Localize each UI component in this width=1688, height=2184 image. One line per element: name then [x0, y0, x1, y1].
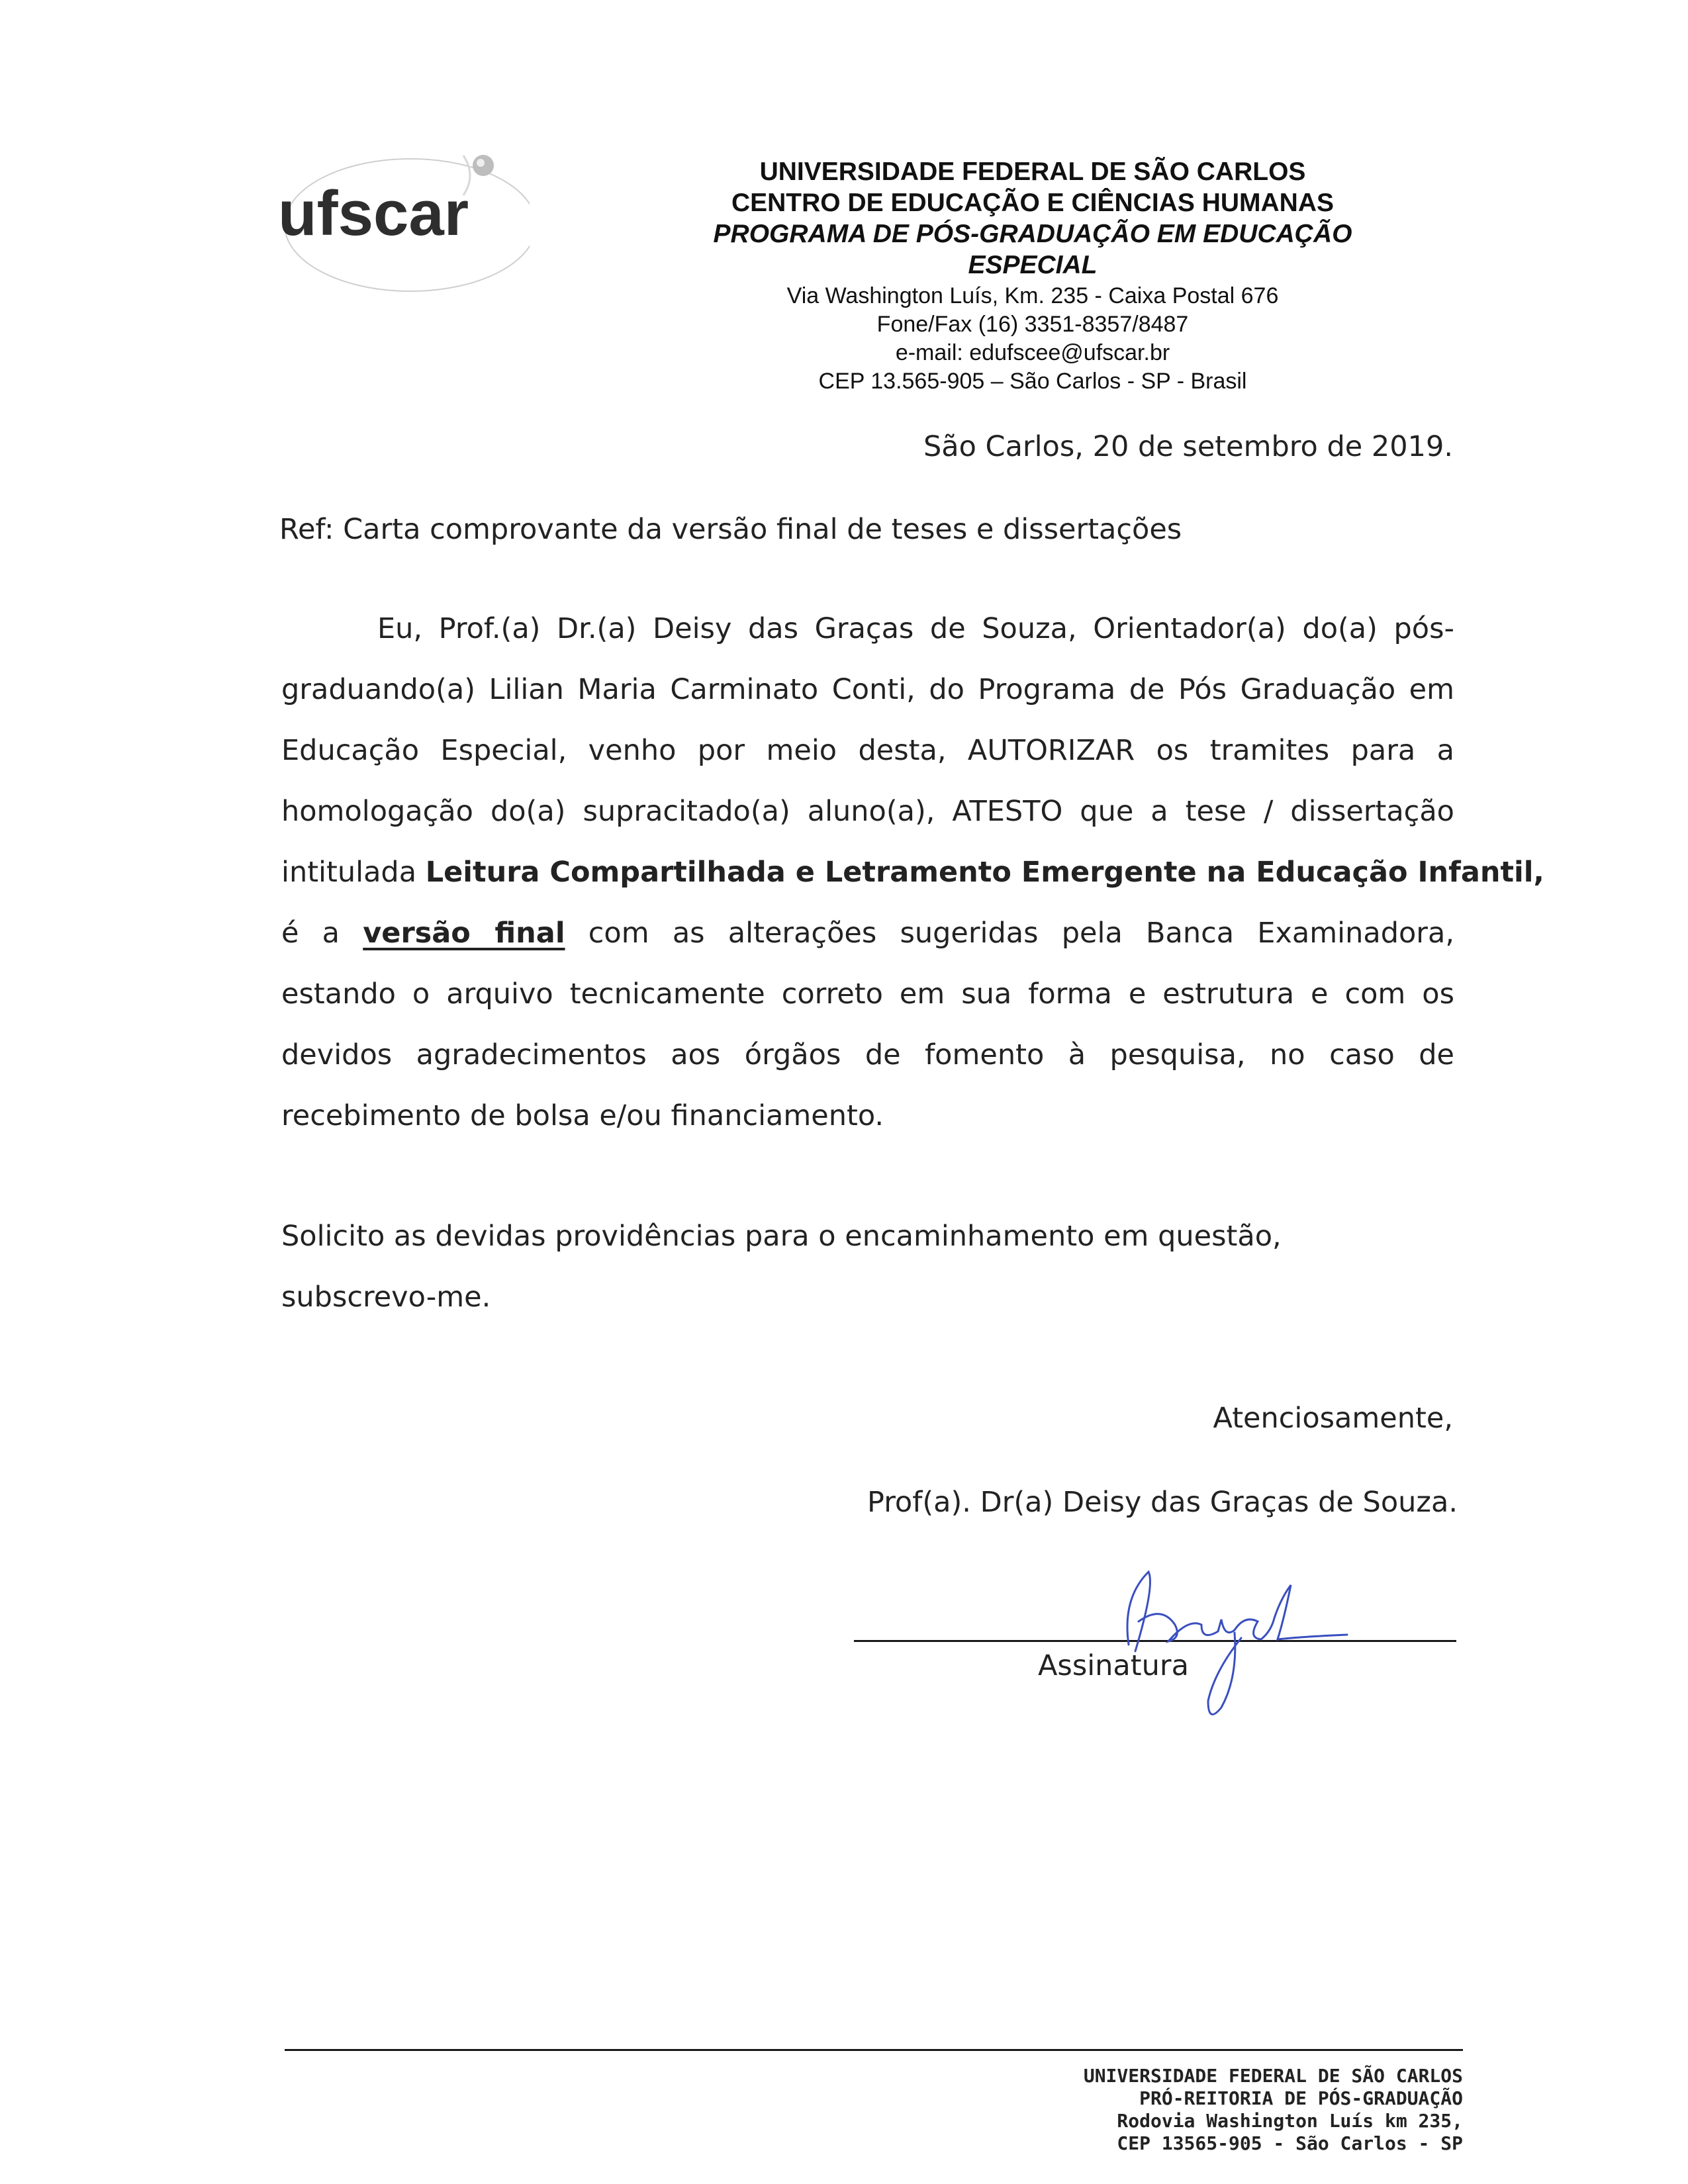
- signer-name: Prof(a). Dr(a) Deisy das Graças de Souza.: [867, 1486, 1458, 1519]
- body-line-2: graduando(a) Lilian Maria Carminato Conti, do Programa de Pós Graduação em: [281, 673, 1454, 706]
- letterhead-cep: CEP 13.565-905 – São Carlos - SP - Brasil: [818, 369, 1247, 394]
- body-line-5-prefix: intitulada: [281, 856, 417, 889]
- final-version-emphasis: versão final: [363, 917, 565, 950]
- body-line-9: recebimento de bolsa e/ou financiamento.: [281, 1099, 884, 1132]
- letter-date: São Carlos, 20 de setembro de 2019.: [923, 430, 1453, 463]
- closing: Atenciosamente,: [1213, 1402, 1453, 1435]
- footer-university: UNIVERSIDADE FEDERAL DE SÃO CARLOS: [1083, 2065, 1463, 2087]
- ufscar-logo: [265, 122, 530, 301]
- letterhead-program-cont: ESPECIAL: [968, 251, 1098, 279]
- thesis-title: Leitura Compartilhada e Letramento Emergente na Educação Infantil,: [425, 856, 1544, 889]
- body-line-6: [281, 917, 1454, 950]
- body-line-8: devidos agradecimentos aos órgãos de fomento à pesquisa, no caso de: [281, 1038, 1454, 1071]
- letter-reference: Ref: Carta comprovante da versão final de teses e dissertações: [279, 513, 1182, 546]
- letterhead-program: PROGRAMA DE PÓS-GRADUAÇÃO EM EDUCAÇÃO: [713, 220, 1352, 248]
- letterhead-address: Via Washington Luís, Km. 235 - Caixa Postal 676: [786, 283, 1279, 308]
- body-line-4: homologação do(a) supracitado(a) aluno(a), ATESTO que a tese / dissertação: [281, 795, 1454, 828]
- body-line-6-suffix: com as alterações sugeridas pela Banca Examinadora,: [588, 917, 1455, 950]
- svg-text:ufscar: ufscar: [278, 178, 469, 249]
- body-line-3: Educação Especial, venho por meio desta, AUTORIZAR os tramites para a: [281, 734, 1454, 767]
- letterhead-phone: Fone/Fax (16) 3351-8357/8487: [876, 312, 1189, 337]
- body-line-6-prefix: é a: [281, 917, 340, 950]
- request-line-2: subscrevo-me.: [281, 1281, 491, 1314]
- request-line-1: Solicito as devidas providências para o encaminhamento em questão,: [281, 1220, 1282, 1253]
- signature-label: Assinatura: [1038, 1649, 1189, 1682]
- footer-divider: [285, 2049, 1463, 2051]
- body-line-1: Eu, Prof.(a) Dr.(a) Deisy das Graças de Souza, Orientador(a) do(a) pós-: [377, 612, 1454, 645]
- body-line-7: estando o arquivo tecnicamente correto em sua forma e estrutura e com os: [281, 978, 1454, 1011]
- footer-cep: CEP 13565-905 - São Carlos - SP: [1117, 2132, 1463, 2154]
- footer-dean-office: PRÓ-REITORIA DE PÓS-GRADUAÇÃO: [1139, 2087, 1463, 2109]
- handwritten-signature: [1102, 1559, 1360, 1724]
- letterhead-center: CENTRO DE EDUCAÇÃO E CIÊNCIAS HUMANAS: [731, 189, 1335, 217]
- body-line-5: [281, 856, 1544, 889]
- letterhead-university: UNIVERSIDADE FEDERAL DE SÃO CARLOS: [759, 158, 1306, 186]
- letterhead-email: e-mail: edufscee@ufscar.br: [895, 340, 1170, 365]
- footer-address: Rodovia Washington Luís km 235,: [1117, 2110, 1463, 2132]
